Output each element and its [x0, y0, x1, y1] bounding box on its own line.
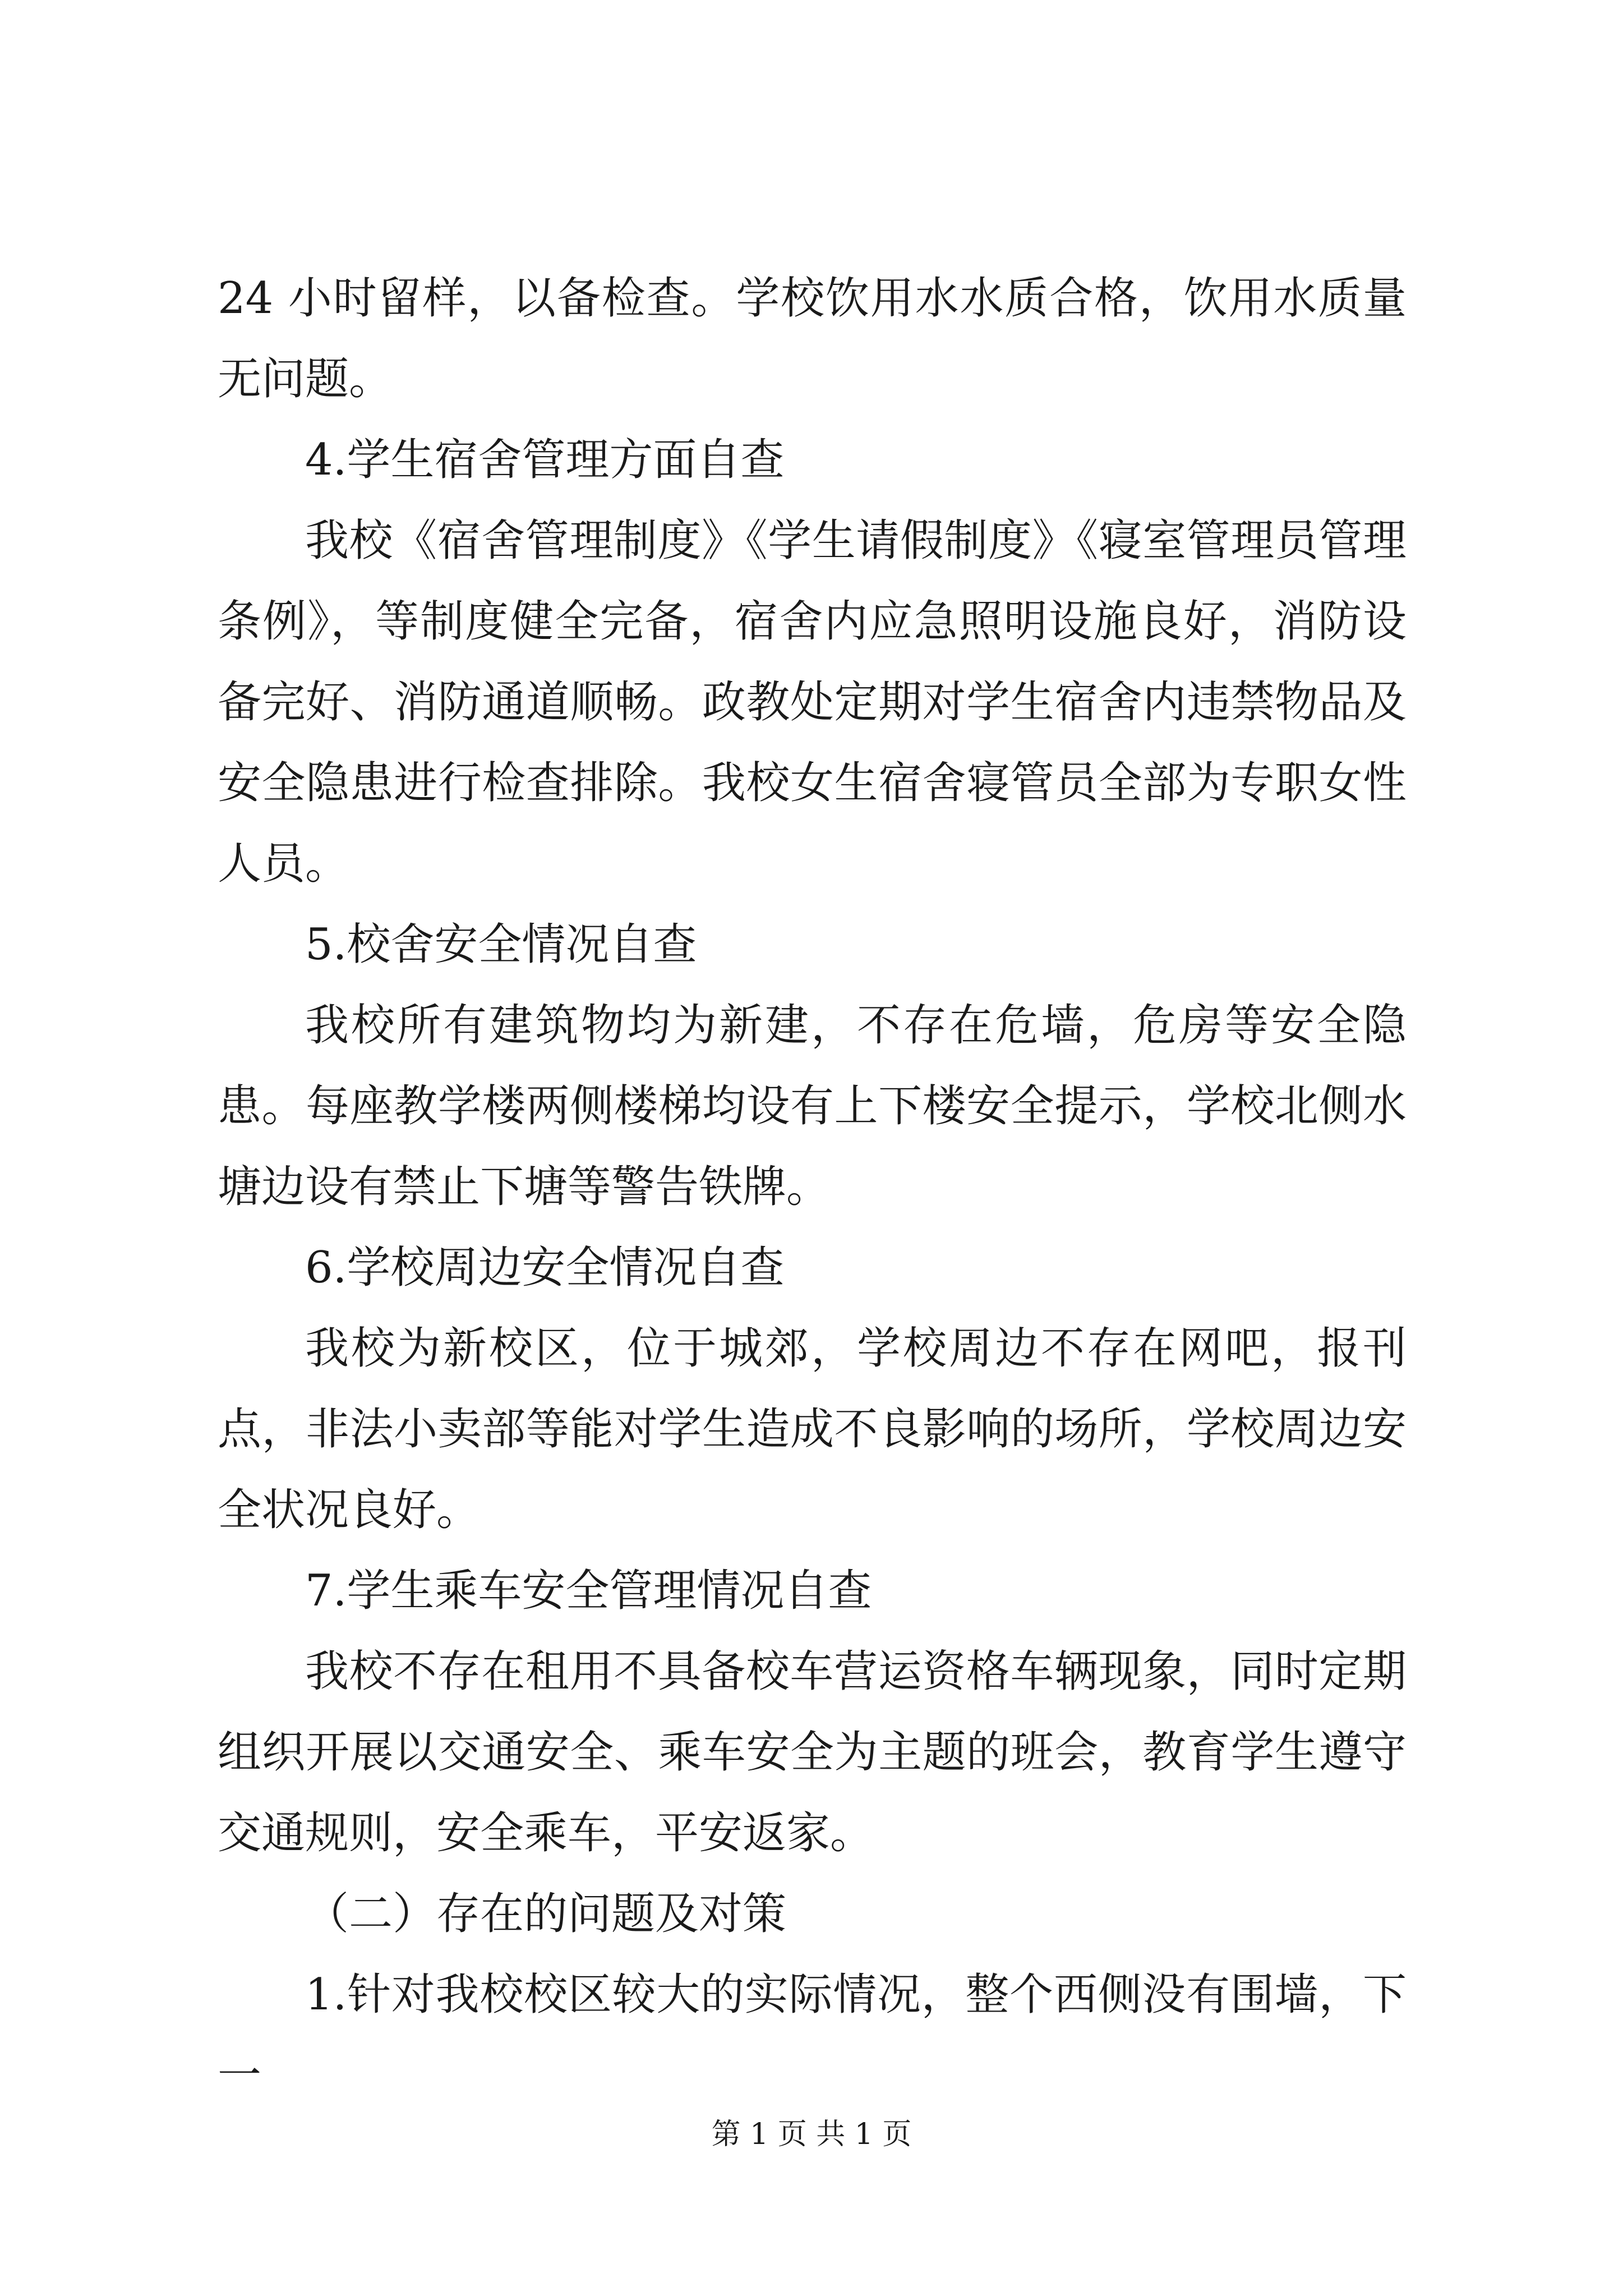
paragraph-building: 我校所有建筑物均为新建，不存在危墙，危房等安全隐患。每座教学楼两侧楼梯均设有上下楼安全提示，学校北侧水塘边设有禁止下塘等警告铁牌。	[218, 1000, 1407, 1212]
section-heading-surroundings: 6.学校周边安全情况自查	[305, 1243, 785, 1293]
paragraph-dormitory: 我校《宿舍管理制度》《学生请假制度》《寝室管理员管理条例》，等制度健全完备，宿舍内应急照明设施良好，消防设备完好、消防通道顺畅。政教处定期对学生宿舍内违禁物品及安全隐患进行检查排除。我校女生宿舍寝管员全部为专职女性人员。	[218, 516, 1407, 889]
document-body	[218, 258, 1407, 2116]
section-heading-dormitory: 4.学生宿舍管理方面自查	[305, 435, 785, 485]
paragraph-problems: 1.针对我校校区较大的实际情况，整个西侧没有围墙，下一	[218, 1970, 1407, 2101]
paragraph-transport: 我校不存在租用不具备校车营运资格车辆现象，同时定期组织开展以交通安全、乘车安全为主题的班会，教育学生遵守交通规则，安全乘车，平安返家。	[218, 1646, 1407, 1858]
paragraph-surroundings: 我校为新校区，位于城郊，学校周边不存在网吧，报刊点，非法小卖部等能对学生造成不良影响的场所，学校周边安全状况良好。	[218, 1323, 1407, 1535]
page-footer: 第 1 页 共 1 页	[711, 2118, 912, 2151]
paragraph-continuation: 24 小时留样，以备检查。学校饮用水水质合格，饮用水质量无问题。	[218, 273, 1407, 404]
section-heading-problems: （二）存在的问题及对策	[305, 1889, 787, 1939]
section-heading-building: 5.校舍安全情况自查	[305, 919, 697, 970]
section-heading-transport: 7.学生乘车安全管理情况自查	[305, 1566, 872, 1616]
